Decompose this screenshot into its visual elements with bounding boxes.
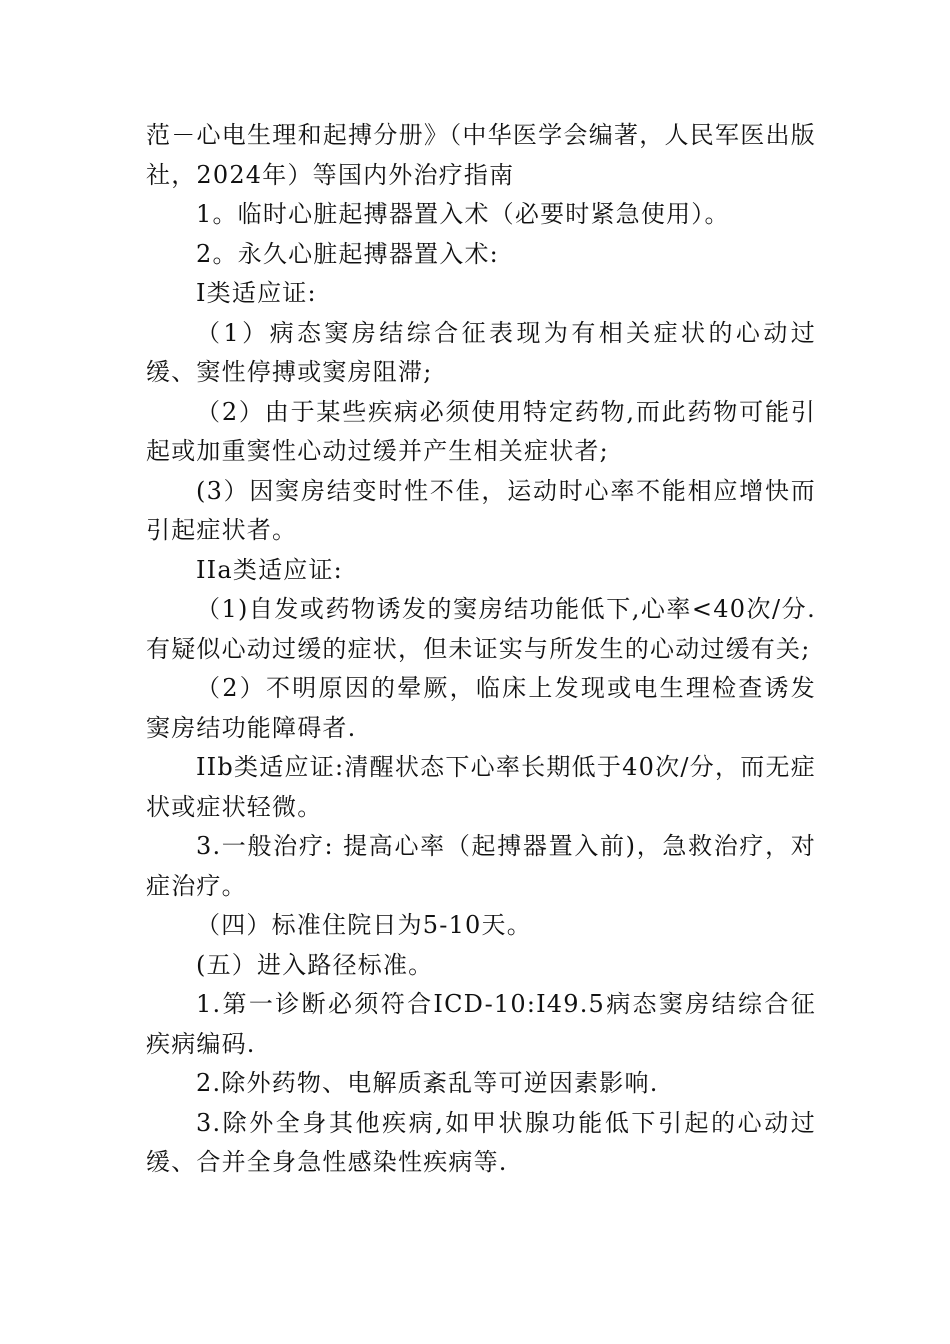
paragraph-class-i-item-2: （2）由于某些疾病必须使用特定药物,而此药物可能引起或加重窦性心动过缓并产生相关症状者; — [146, 397, 816, 465]
paragraph-class-iia-item-2: （2）不明原因的晕厥，临床上发现或电生理检查诱发窦房结功能障碍者. — [146, 674, 816, 742]
paragraph-permanent-pacemaker: 2。永久心脏起搏器置入术: — [196, 239, 499, 268]
heading-pathway-entry-criteria: (五）进入路径标准。 — [196, 950, 434, 979]
paragraph-criteria-3: 3.除外全身其他疾病,如甲状腺功能低下引起的心动过缓、合并全身急性感染性疾病等. — [146, 1108, 816, 1176]
document-body — [146, 116, 816, 1183]
paragraph-criteria-2: 2.除外药物、电解质紊乱等可逆因素影响. — [196, 1069, 659, 1097]
heading-class-iia-indications: IIa类适应证: — [196, 555, 343, 584]
heading-class-i-indications: I类适应证: — [196, 279, 317, 307]
paragraph-temporary-pacemaker: 1。临时心脏起搏器置入术（必要时紧急使用）。 — [196, 200, 730, 228]
paragraph-general-treatment: 3.一般治疗: 提高心率（起搏器置入前)，急救治疗，对症治疗。 — [146, 832, 816, 900]
paragraph-criteria-1: 1.第一诊断必须符合ICD-10:I49.5病态窦房结综合征疾病编码. — [146, 990, 816, 1058]
paragraph-class-iia-item-1: （1)自发或药物诱发的窦房结功能低下,心率<40次/分.有疑似心动过缓的症状，但未证实与所发生的心动过缓有关; — [146, 595, 816, 663]
paragraph-class-i-item-3: (3）因窦房结变时性不佳，运动时心率不能相应增快而引起症状者。 — [146, 476, 816, 544]
paragraph-class-iib-indications: IIb类适应证:清醒状态下心率长期低于40次/分，而无症状或症状轻微。 — [146, 753, 816, 821]
paragraph-class-i-item-1: （1）病态窦房结综合征表现为有相关症状的心动过缓、窦性停搏或窦房阻滞; — [146, 318, 816, 386]
paragraph-hospital-stay: （四）标准住院日为5-10天。 — [196, 911, 532, 939]
paragraph-guideline-reference: 范－心电生理和起搏分册》（中华医学会编著，人民军医出版社，2024年）等国内外治疗指南 — [146, 121, 816, 189]
